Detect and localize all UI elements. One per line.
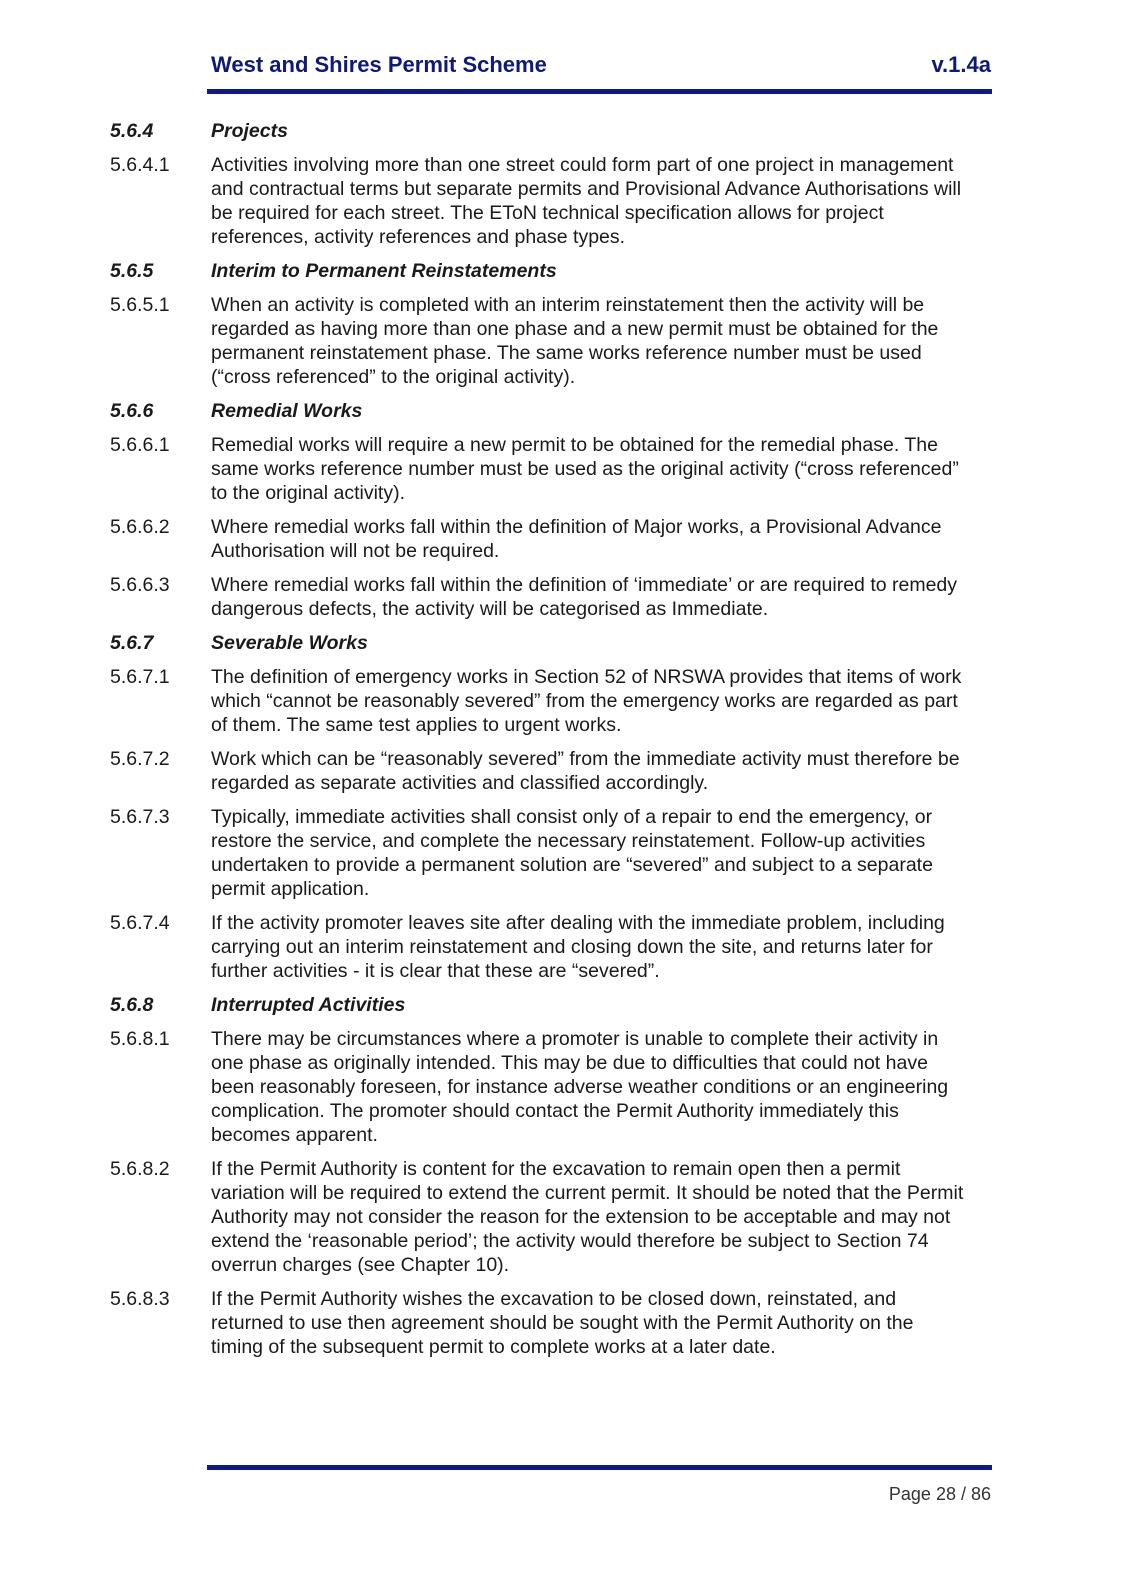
section-title: Severable Works: [211, 632, 368, 654]
section-heading: [110, 631, 970, 655]
paragraph-number: 5.6.7.1: [110, 666, 170, 688]
header-rule: [207, 89, 992, 94]
paragraph: [110, 911, 970, 983]
paragraph: [110, 747, 970, 795]
page-header: [211, 52, 991, 82]
paragraph: [110, 1157, 970, 1277]
paragraph: [110, 515, 970, 563]
paragraph-number: 5.6.7.2: [110, 748, 170, 770]
paragraph-number: 5.6.7.3: [110, 806, 170, 828]
section-title: Interim to Permanent Reinstatements: [211, 260, 557, 282]
section-number: 5.6.5: [110, 260, 154, 282]
paragraph-text: Activities involving more than one street could form part of one project in management and contractual terms but separate permits and Provisional Advance Authorisations will be required for each street. The EToN technical specification allows for project references, activity references and phase types.: [211, 154, 962, 248]
paragraph-number: 5.6.5.1: [110, 294, 170, 316]
paragraph-number: 5.6.8.3: [110, 1288, 170, 1310]
page-number: Page 28 / 86: [888, 1484, 991, 1504]
paragraph-text: When an activity is completed with an interim reinstatement then the activity will be regarded as having more than one phase and a new permit must be obtained for the permanent reinstatement phase. The same works reference number must be used (“cross referenced” to the original activity).: [211, 294, 939, 388]
section-5-6-4: [110, 119, 970, 249]
section-heading: [110, 119, 970, 143]
paragraph-text: Work which can be “reasonably severed” from the immediate activity must therefore be regarded as separate activities and classified accordingly.: [211, 748, 960, 794]
paragraph-text: The definition of emergency works in Section 52 of NRSWA provides that items of work which “cannot be reasonably severed” from the emergency works are regarded as part of them. The same test applies to urgent works.: [211, 666, 962, 736]
section-5-6-8: [110, 993, 970, 1359]
paragraph: [110, 1287, 970, 1359]
paragraph-number: 5.6.6.1: [110, 434, 170, 456]
section-5-6-7: [110, 631, 970, 983]
paragraph-text: If the activity promoter leaves site after dealing with the immediate problem, including carrying out an interim reinstatement and closing down the site, and returns later for further activities - it is clear that these are “severed”.: [211, 912, 945, 982]
paragraph: [110, 433, 970, 505]
section-title: Projects: [211, 120, 288, 142]
section-heading: [110, 993, 970, 1017]
section-title: Interrupted Activities: [211, 994, 406, 1016]
document-title: West and Shires Permit Scheme: [211, 52, 547, 77]
paragraph-text: Remedial works will require a new permit to be obtained for the remedial phase. The same works reference number must be used as the original activity (“cross referenced” to the original activity).: [211, 434, 959, 504]
footer-rule: [207, 1465, 992, 1470]
section-number: 5.6.7: [110, 632, 154, 654]
section-number: 5.6.8: [110, 994, 154, 1016]
paragraph: [110, 153, 970, 249]
paragraph-number: 5.6.8.1: [110, 1028, 170, 1050]
paragraph-text: Typically, immediate activities shall consist only of a repair to end the emergency, or restore the service, and complete the necessary reinstatement. Follow-up activities undertaken to provide a permanent solution are “severed” and subject to a separate permit application.: [211, 806, 933, 900]
paragraph-text: If the Permit Authority wishes the excavation to be closed down, reinstated, and returned to use then agreement should be sought with the Permit Authority on the timing of the subsequent permit to complete works at a later date.: [211, 1288, 914, 1358]
paragraph-text: Where remedial works fall within the definition of ‘immediate’ or are required to remedy dangerous defects, the activity will be categorised as Immediate.: [211, 574, 958, 620]
section-number: 5.6.4: [110, 120, 154, 142]
section-title: Remedial Works: [211, 400, 363, 422]
paragraph: [110, 573, 970, 621]
paragraph-number: 5.6.7.4: [110, 912, 170, 934]
paragraph: [110, 805, 970, 901]
paragraph: [110, 293, 970, 389]
section-5-6-6: [110, 399, 970, 621]
paragraph-text: Where remedial works fall within the definition of Major works, a Provisional Advance Authorisation will not be required.: [211, 516, 942, 562]
section-number: 5.6.6: [110, 400, 154, 422]
paragraph-number: 5.6.8.2: [110, 1158, 170, 1180]
section-heading: [110, 399, 970, 423]
section-heading: [110, 259, 970, 283]
paragraph-number: 5.6.4.1: [110, 154, 170, 176]
section-5-6-5: [110, 259, 970, 389]
paragraph-text: There may be circumstances where a promoter is unable to complete their activity in one phase as originally intended. This may be due to difficulties that could not have been reasonably foreseen, for instance adverse weather conditions or an engineering complication. The promoter should contact the Permit Authority immediately this becomes apparent.: [211, 1028, 949, 1146]
paragraph: [110, 1027, 970, 1147]
paragraph: [110, 665, 970, 737]
paragraph-number: 5.6.6.3: [110, 574, 170, 596]
document-version: v.1.4a: [931, 52, 991, 77]
document-body: [110, 119, 970, 1369]
paragraph-number: 5.6.6.2: [110, 516, 170, 538]
paragraph-text: If the Permit Authority is content for the excavation to remain open then a permit variation will be required to extend the current permit. It should be noted that the Permit Authority may not consider the reason for the extension to be acceptable and may not extend the ‘reasonable period’; the activity would therefore be subject to Section 74 overrun charges (see Chapter 10).: [211, 1158, 964, 1276]
